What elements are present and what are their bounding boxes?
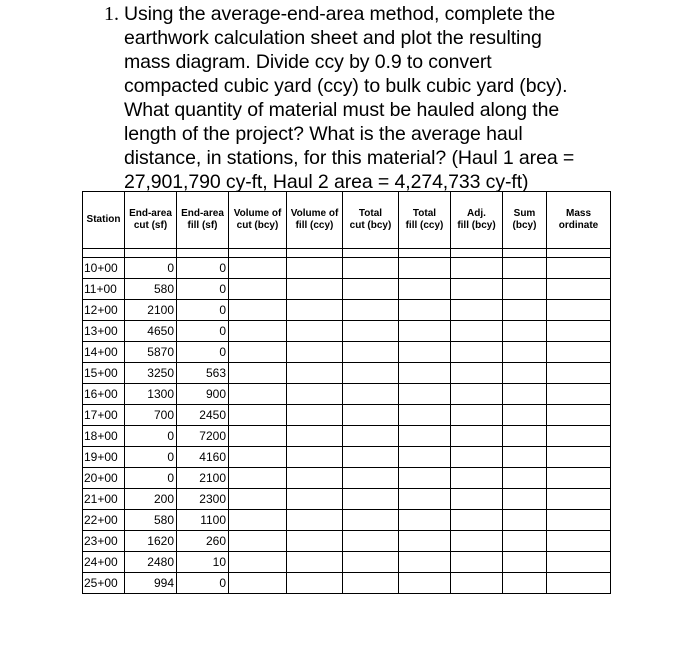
mass-ordinate-cell bbox=[547, 405, 611, 426]
table-row bbox=[83, 510, 611, 531]
sum-cell bbox=[503, 510, 547, 531]
sum-cell bbox=[503, 573, 547, 594]
total-fill-cell bbox=[399, 510, 451, 531]
total-cut-cell bbox=[343, 300, 399, 321]
mass-ordinate-cell bbox=[547, 363, 611, 384]
mass-ordinate-cell bbox=[547, 384, 611, 405]
sum-cell bbox=[503, 342, 547, 363]
header-volume-cut: Volume of cut (bcy) bbox=[229, 192, 287, 249]
station-cell: 12+00 bbox=[83, 300, 125, 321]
station-cell: 15+00 bbox=[83, 363, 125, 384]
mass-ordinate-cell bbox=[547, 426, 611, 447]
end-area-fill-cell: 900 bbox=[177, 384, 229, 405]
spacer-cell bbox=[343, 249, 399, 258]
end-area-cut-cell: 200 bbox=[125, 489, 177, 510]
spacer-cell bbox=[83, 249, 125, 258]
table-row bbox=[83, 531, 611, 552]
sum-cell bbox=[503, 300, 547, 321]
table-row bbox=[83, 321, 611, 342]
sum-cell bbox=[503, 321, 547, 342]
mass-ordinate-cell bbox=[547, 552, 611, 573]
total-cut-cell bbox=[343, 426, 399, 447]
volume-fill-cell bbox=[287, 300, 343, 321]
mass-ordinate-cell bbox=[547, 489, 611, 510]
header-spacer-row bbox=[83, 249, 611, 258]
total-cut-cell bbox=[343, 384, 399, 405]
volume-cut-cell bbox=[229, 300, 287, 321]
total-fill-cell bbox=[399, 552, 451, 573]
table-header-row bbox=[83, 192, 611, 249]
adj-fill-cell bbox=[451, 405, 503, 426]
spacer-cell bbox=[287, 249, 343, 258]
end-area-fill-cell: 0 bbox=[177, 573, 229, 594]
sum-cell bbox=[503, 384, 547, 405]
spacer-cell bbox=[177, 249, 229, 258]
header-end-area-fill: End-area fill (sf) bbox=[177, 192, 229, 249]
spacer-cell bbox=[503, 249, 547, 258]
question-line: compacted cubic yard (ccy) to bulk cubic yard (bcy). bbox=[124, 75, 568, 97]
end-area-fill-cell: 260 bbox=[177, 531, 229, 552]
volume-cut-cell bbox=[229, 447, 287, 468]
adj-fill-cell bbox=[451, 489, 503, 510]
station-cell: 23+00 bbox=[83, 531, 125, 552]
sum-cell bbox=[503, 552, 547, 573]
header-end-area-cut: End-area cut (sf) bbox=[125, 192, 177, 249]
station-cell: 19+00 bbox=[83, 447, 125, 468]
table-row bbox=[83, 300, 611, 321]
end-area-fill-cell: 4160 bbox=[177, 447, 229, 468]
spacer-cell bbox=[547, 249, 611, 258]
total-fill-cell bbox=[399, 279, 451, 300]
table-row bbox=[83, 279, 611, 300]
mass-ordinate-cell bbox=[547, 342, 611, 363]
table-body bbox=[83, 249, 611, 594]
end-area-fill-cell: 1100 bbox=[177, 510, 229, 531]
total-cut-cell bbox=[343, 405, 399, 426]
adj-fill-cell bbox=[451, 279, 503, 300]
spacer-cell bbox=[399, 249, 451, 258]
station-cell: 22+00 bbox=[83, 510, 125, 531]
end-area-fill-cell: 0 bbox=[177, 321, 229, 342]
table-row bbox=[83, 342, 611, 363]
sum-cell bbox=[503, 489, 547, 510]
volume-fill-cell bbox=[287, 321, 343, 342]
station-cell: 13+00 bbox=[83, 321, 125, 342]
end-area-cut-cell: 994 bbox=[125, 573, 177, 594]
end-area-fill-cell: 10 bbox=[177, 552, 229, 573]
question-line: distance, in stations, for this material? (Haul 1 area = bbox=[124, 147, 575, 169]
header-station: Station bbox=[83, 192, 125, 249]
end-area-cut-cell: 0 bbox=[125, 447, 177, 468]
end-area-cut-cell: 2480 bbox=[125, 552, 177, 573]
total-cut-cell bbox=[343, 573, 399, 594]
adj-fill-cell bbox=[451, 468, 503, 489]
table-row bbox=[83, 573, 611, 594]
volume-cut-cell bbox=[229, 279, 287, 300]
station-cell: 17+00 bbox=[83, 405, 125, 426]
total-fill-cell bbox=[399, 384, 451, 405]
question-line: What quantity of material must be hauled along the bbox=[124, 99, 560, 121]
end-area-fill-cell: 2300 bbox=[177, 489, 229, 510]
total-fill-cell bbox=[399, 468, 451, 489]
adj-fill-cell bbox=[451, 573, 503, 594]
end-area-cut-cell: 0 bbox=[125, 426, 177, 447]
adj-fill-cell bbox=[451, 342, 503, 363]
table-row bbox=[83, 552, 611, 573]
volume-cut-cell bbox=[229, 552, 287, 573]
total-fill-cell bbox=[399, 531, 451, 552]
total-cut-cell bbox=[343, 279, 399, 300]
volume-cut-cell bbox=[229, 321, 287, 342]
sum-cell bbox=[503, 447, 547, 468]
mass-ordinate-cell bbox=[547, 447, 611, 468]
header-total-cut: Total cut (bcy) bbox=[343, 192, 399, 249]
table-row bbox=[83, 258, 611, 279]
earthwork-calculation-table bbox=[82, 191, 611, 594]
header-adj-fill: Adj. fill (bcy) bbox=[451, 192, 503, 249]
end-area-fill-cell: 0 bbox=[177, 279, 229, 300]
question-line: 27,901,790 cy-ft, Haul 2 area = 4,274,733 cy-ft) bbox=[124, 171, 529, 193]
table-row bbox=[83, 468, 611, 489]
total-fill-cell bbox=[399, 363, 451, 384]
table-row bbox=[83, 447, 611, 468]
mass-ordinate-cell bbox=[547, 510, 611, 531]
station-cell: 25+00 bbox=[83, 573, 125, 594]
total-cut-cell bbox=[343, 363, 399, 384]
end-area-fill-cell: 0 bbox=[177, 342, 229, 363]
adj-fill-cell bbox=[451, 447, 503, 468]
volume-fill-cell bbox=[287, 405, 343, 426]
volume-fill-cell bbox=[287, 510, 343, 531]
total-fill-cell bbox=[399, 489, 451, 510]
sum-cell bbox=[503, 258, 547, 279]
total-cut-cell bbox=[343, 342, 399, 363]
table-row bbox=[83, 363, 611, 384]
end-area-cut-cell: 1300 bbox=[125, 384, 177, 405]
adj-fill-cell bbox=[451, 552, 503, 573]
sum-cell bbox=[503, 405, 547, 426]
sum-cell bbox=[503, 531, 547, 552]
adj-fill-cell bbox=[451, 300, 503, 321]
table-row bbox=[83, 384, 611, 405]
question-number: 1. bbox=[104, 3, 119, 25]
volume-fill-cell bbox=[287, 426, 343, 447]
volume-fill-cell bbox=[287, 279, 343, 300]
station-cell: 11+00 bbox=[83, 279, 125, 300]
mass-ordinate-cell bbox=[547, 573, 611, 594]
volume-cut-cell bbox=[229, 363, 287, 384]
end-area-fill-cell: 0 bbox=[177, 258, 229, 279]
adj-fill-cell bbox=[451, 258, 503, 279]
spacer-cell bbox=[451, 249, 503, 258]
total-cut-cell bbox=[343, 489, 399, 510]
volume-fill-cell bbox=[287, 342, 343, 363]
total-cut-cell bbox=[343, 552, 399, 573]
end-area-cut-cell: 0 bbox=[125, 258, 177, 279]
end-area-cut-cell: 2100 bbox=[125, 300, 177, 321]
volume-fill-cell bbox=[287, 447, 343, 468]
spacer-cell bbox=[229, 249, 287, 258]
total-fill-cell bbox=[399, 321, 451, 342]
adj-fill-cell bbox=[451, 510, 503, 531]
total-cut-cell bbox=[343, 447, 399, 468]
volume-cut-cell bbox=[229, 531, 287, 552]
end-area-fill-cell: 2450 bbox=[177, 405, 229, 426]
adj-fill-cell bbox=[451, 384, 503, 405]
volume-fill-cell bbox=[287, 573, 343, 594]
end-area-fill-cell: 2100 bbox=[177, 468, 229, 489]
header-volume-fill: Volume of fill (ccy) bbox=[287, 192, 343, 249]
question-line: earthwork calculation sheet and plot the resulting bbox=[124, 27, 542, 49]
volume-cut-cell bbox=[229, 405, 287, 426]
table-row bbox=[83, 489, 611, 510]
table-row bbox=[83, 405, 611, 426]
question-text bbox=[124, 2, 659, 194]
sum-cell bbox=[503, 468, 547, 489]
volume-cut-cell bbox=[229, 426, 287, 447]
volume-cut-cell bbox=[229, 384, 287, 405]
end-area-cut-cell: 3250 bbox=[125, 363, 177, 384]
station-cell: 14+00 bbox=[83, 342, 125, 363]
mass-ordinate-cell bbox=[547, 321, 611, 342]
total-fill-cell bbox=[399, 426, 451, 447]
volume-cut-cell bbox=[229, 258, 287, 279]
mass-ordinate-cell bbox=[547, 468, 611, 489]
volume-cut-cell bbox=[229, 468, 287, 489]
total-fill-cell bbox=[399, 573, 451, 594]
mass-ordinate-cell bbox=[547, 531, 611, 552]
end-area-cut-cell: 0 bbox=[125, 468, 177, 489]
volume-cut-cell bbox=[229, 489, 287, 510]
question-line: length of the project? What is the average haul bbox=[124, 123, 523, 145]
volume-fill-cell bbox=[287, 552, 343, 573]
end-area-cut-cell: 700 bbox=[125, 405, 177, 426]
question-line: mass diagram. Divide ccy by 0.9 to convert bbox=[124, 51, 492, 73]
volume-fill-cell bbox=[287, 468, 343, 489]
end-area-fill-cell: 7200 bbox=[177, 426, 229, 447]
header-mass-ordinate: Mass ordinate bbox=[547, 192, 611, 249]
adj-fill-cell bbox=[451, 321, 503, 342]
station-cell: 24+00 bbox=[83, 552, 125, 573]
total-fill-cell bbox=[399, 300, 451, 321]
total-cut-cell bbox=[343, 510, 399, 531]
spacer-cell bbox=[125, 249, 177, 258]
volume-cut-cell bbox=[229, 510, 287, 531]
end-area-cut-cell: 580 bbox=[125, 279, 177, 300]
end-area-cut-cell: 5870 bbox=[125, 342, 177, 363]
mass-ordinate-cell bbox=[547, 279, 611, 300]
total-cut-cell bbox=[343, 321, 399, 342]
sum-cell bbox=[503, 426, 547, 447]
end-area-cut-cell: 4650 bbox=[125, 321, 177, 342]
volume-cut-cell bbox=[229, 342, 287, 363]
header-total-fill: Total fill (ccy) bbox=[399, 192, 451, 249]
volume-fill-cell bbox=[287, 489, 343, 510]
total-cut-cell bbox=[343, 468, 399, 489]
mass-ordinate-cell bbox=[547, 300, 611, 321]
station-cell: 10+00 bbox=[83, 258, 125, 279]
total-cut-cell bbox=[343, 258, 399, 279]
question-line: Using the average-end-area method, complete the bbox=[124, 3, 556, 25]
adj-fill-cell bbox=[451, 531, 503, 552]
table-row bbox=[83, 426, 611, 447]
header-sum: Sum (bcy) bbox=[503, 192, 547, 249]
sum-cell bbox=[503, 279, 547, 300]
adj-fill-cell bbox=[451, 426, 503, 447]
total-fill-cell bbox=[399, 258, 451, 279]
volume-fill-cell bbox=[287, 531, 343, 552]
total-cut-cell bbox=[343, 531, 399, 552]
end-area-cut-cell: 1620 bbox=[125, 531, 177, 552]
station-cell: 16+00 bbox=[83, 384, 125, 405]
station-cell: 18+00 bbox=[83, 426, 125, 447]
volume-fill-cell bbox=[287, 384, 343, 405]
sum-cell bbox=[503, 363, 547, 384]
end-area-fill-cell: 0 bbox=[177, 300, 229, 321]
total-fill-cell bbox=[399, 342, 451, 363]
total-fill-cell bbox=[399, 447, 451, 468]
end-area-cut-cell: 580 bbox=[125, 510, 177, 531]
volume-cut-cell bbox=[229, 573, 287, 594]
end-area-fill-cell: 563 bbox=[177, 363, 229, 384]
total-fill-cell bbox=[399, 405, 451, 426]
mass-ordinate-cell bbox=[547, 258, 611, 279]
adj-fill-cell bbox=[451, 363, 503, 384]
volume-fill-cell bbox=[287, 258, 343, 279]
station-cell: 20+00 bbox=[83, 468, 125, 489]
volume-fill-cell bbox=[287, 363, 343, 384]
station-cell: 21+00 bbox=[83, 489, 125, 510]
